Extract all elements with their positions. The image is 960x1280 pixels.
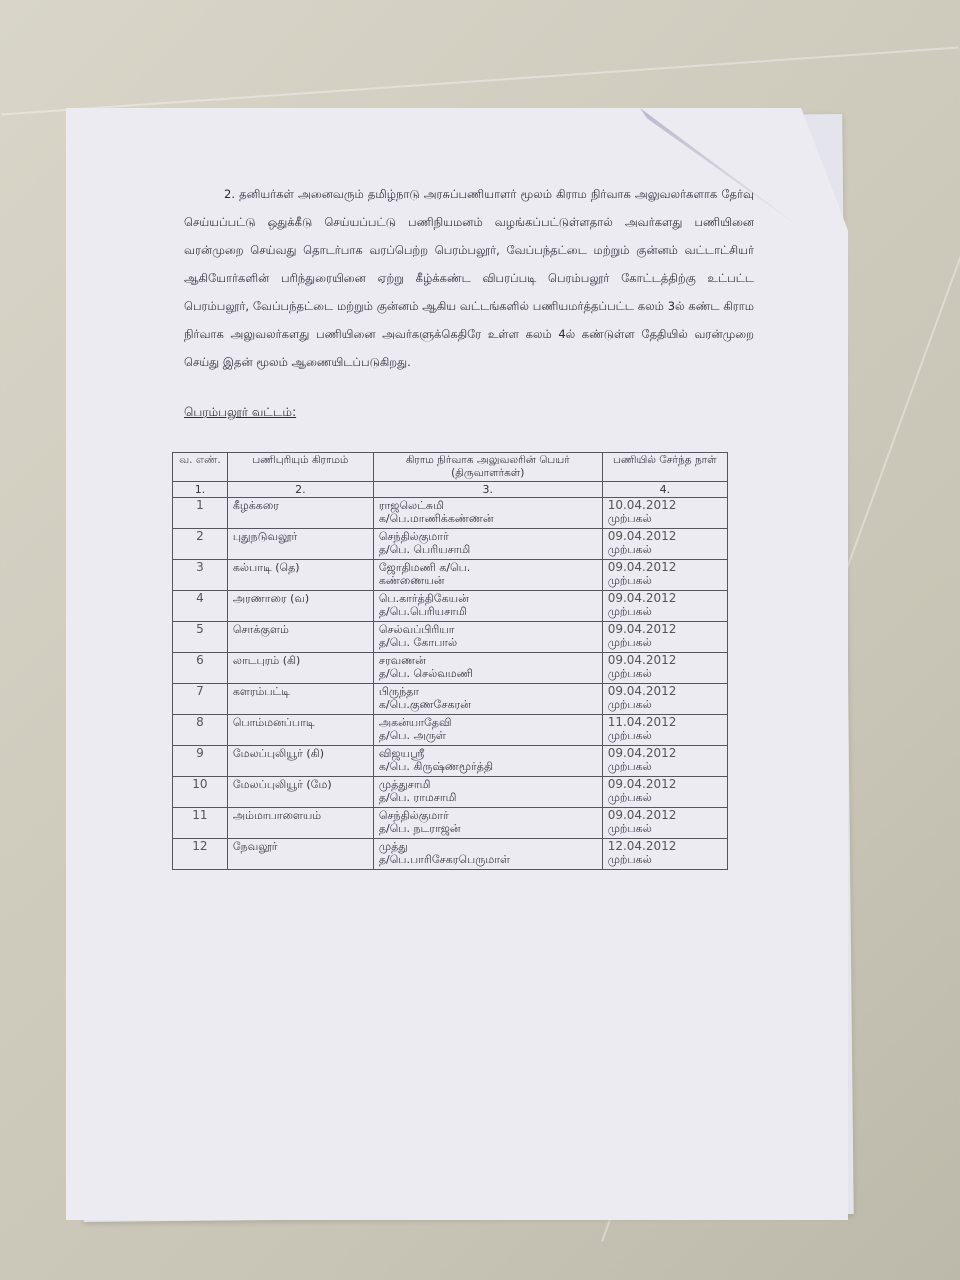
column-number: 1.: [173, 482, 228, 498]
row-joining-date: [602, 529, 727, 560]
officer-name-line2: த/பெ. செல்வமணி: [378, 667, 473, 680]
officer-name-line2: த/பெ. ராமசாமி: [378, 791, 457, 804]
joining-date-value: 11.04.2012: [607, 715, 677, 729]
joining-session: முற்பகல்: [607, 853, 652, 866]
officer-name-line1: ஜோதிமணி க/பெ.: [378, 561, 471, 574]
joining-session: முற்பகல்: [607, 667, 652, 680]
column-number: 3.: [373, 482, 602, 498]
officer-name-line1: செந்தில்குமார்: [378, 530, 449, 543]
table-row: [173, 808, 728, 839]
officer-name-line1: பெ.கார்த்திகேயன்: [378, 592, 469, 605]
joining-date-value: 09.04.2012: [607, 560, 677, 574]
row-joining-date: [602, 591, 727, 622]
row-officer-name: [373, 591, 602, 622]
officer-name-line2: த/பெ. பெரியசாமி: [378, 543, 471, 556]
column-number-row: [173, 482, 728, 498]
row-serial: 7: [173, 684, 228, 715]
joining-session: முற்பகல்: [607, 698, 652, 711]
row-serial: 2: [173, 529, 228, 560]
row-village: நேவலூர்: [227, 839, 373, 870]
row-joining-date: [602, 684, 727, 715]
officer-name-line2: கண்ணையன்: [378, 574, 445, 587]
joining-session: முற்பகல்: [607, 729, 652, 742]
row-officer-name: [373, 777, 602, 808]
row-officer-name: [373, 684, 602, 715]
row-village: பொம்மனப்பாடி: [227, 715, 373, 746]
officer-name-line2: த/பெ.பெரியசாமி: [378, 605, 467, 618]
row-officer-name: [373, 529, 602, 560]
row-village: கீழக்கரை: [227, 498, 373, 529]
officer-name-line1: சரவணன்: [378, 654, 426, 667]
joining-date-value: 09.04.2012: [607, 622, 677, 636]
officer-name-line2: க/பெ. கிருஷ்ணமூர்த்தி: [378, 760, 493, 773]
joining-session: முற்பகல்: [607, 760, 652, 773]
row-serial: 8: [173, 715, 228, 746]
table-header-row: [173, 453, 728, 482]
officer-name-line1: அகன்யாதேவி: [378, 716, 452, 729]
row-officer-name: [373, 746, 602, 777]
row-joining-date: [602, 498, 727, 529]
officer-name-line1: பிருந்தா: [378, 685, 420, 698]
row-serial: 11: [173, 808, 228, 839]
table-row: [173, 746, 728, 777]
row-village: லாடபுரம் (கி): [227, 653, 373, 684]
table-row: [173, 560, 728, 591]
row-joining-date: [602, 715, 727, 746]
row-village: புதுநடுவலூர்: [227, 529, 373, 560]
row-officer-name: [373, 715, 602, 746]
vao-table: [172, 452, 728, 870]
joining-session: முற்பகல்: [607, 605, 652, 618]
officer-name-line2: க/பெ.குணசேகரன்: [378, 698, 471, 711]
row-joining-date: [602, 653, 727, 684]
row-village: மேலப்புலியூர் (மே): [227, 777, 373, 808]
column-number: 4.: [602, 482, 727, 498]
row-village: மேலப்புலியூர் (கி): [227, 746, 373, 777]
officer-name-line2: க/பெ.மாணிக்கண்ணன்: [378, 512, 494, 525]
floor-tile-seam: [1, 47, 959, 116]
row-joining-date: [602, 777, 727, 808]
row-village: அம்மாபாளையம்: [227, 808, 373, 839]
row-joining-date: [602, 839, 727, 870]
joining-date-value: 09.04.2012: [607, 808, 677, 822]
header-joining-date: பணியில் சேர்ந்த நாள்: [602, 453, 727, 482]
header-officer-name: கிராம நிர்வாக அலுவலரின் பெயர் (திருவாளர்கள்): [373, 453, 602, 482]
row-serial: 3: [173, 560, 228, 591]
officer-name-line1: விஜயஸ்ரீ: [378, 747, 425, 760]
section-heading: பெரம்பலூர் வட்டம்:: [184, 405, 297, 419]
officer-name-line1: செல்வப்பிரியா: [378, 623, 455, 636]
order-paragraph: 2. தனியர்கள் அனைவரும் தமிழ்நாடு அரசுப்பணியாளர் மூலம் கிராம நிர்வாக அலுவலர்களாக தேர்வு செய்யப்பட்டு ஒதுக்கீடு செய்யப்பட்டு பணிநியமனம் வழங்கப்பட்டுள்ளதால் அவர்களது பணியினை வரன்முறை செய்வது தொடர்பாக வரப்பெற்ற பெரம்பலூர், வேப்பந்தட்டை மற்றும் குன்னம் வட்டாட்சியர் ஆகியோர்களின் பரிந்துரையினை ஏற்று கீழ்க்கண்ட விபரப்படி பெரம்பலூர் கோட்டத்திற்கு உட்பட்ட பெரம்பலூர், வேப்பந்தட்டை மற்றும் குன்னம் ஆகிய வட்டங்களில் பணியமர்த்தப்பட்ட கலம் 3ல் கண்ட கிராம நிர்வாக அலுவலர்களது பணியினை அவர்களுக்கெதிரே உள்ள கலம் 4ல் கண்டுள்ள தேதியில் வரன்முறை செய்து இதன் மூலம் ஆணையிடப்படுகிறது.: [184, 187, 754, 369]
officer-name-line2: த/பெ.பாரிசேகரபெருமாள்: [378, 853, 510, 866]
row-village: கல்பாடி (தெ): [227, 560, 373, 591]
joining-date-value: 12.04.2012: [607, 839, 677, 853]
joining-date-value: 09.04.2012: [607, 684, 677, 698]
table-row: [173, 715, 728, 746]
joining-date-value: 09.04.2012: [607, 591, 677, 605]
joining-date-value: 10.04.2012: [607, 498, 677, 512]
header-village: பணிபுரியும் கிராமம்: [227, 453, 373, 482]
row-serial: 5: [173, 622, 228, 653]
row-joining-date: [602, 622, 727, 653]
joining-session: முற்பகல்: [607, 791, 652, 804]
row-serial: 9: [173, 746, 228, 777]
table-body: [173, 482, 728, 870]
joining-session: முற்பகல்: [607, 636, 652, 649]
row-village: அரணாரை (வ): [227, 591, 373, 622]
row-officer-name: [373, 498, 602, 529]
header-serial: வ. எண்.: [173, 453, 228, 482]
joining-session: முற்பகல்: [607, 543, 652, 556]
joining-date-value: 09.04.2012: [607, 653, 677, 667]
table-row: [173, 777, 728, 808]
officer-name-line2: த/பெ. நடராஜன்: [378, 822, 461, 835]
officer-name-line1: முத்து: [378, 840, 408, 853]
row-serial: 6: [173, 653, 228, 684]
row-serial: 12: [173, 839, 228, 870]
table-row: [173, 839, 728, 870]
table-row: [173, 498, 728, 529]
table-row: [173, 591, 728, 622]
row-joining-date: [602, 746, 727, 777]
joining-date-value: 09.04.2012: [607, 529, 677, 543]
row-officer-name: [373, 622, 602, 653]
row-officer-name: [373, 839, 602, 870]
row-joining-date: [602, 560, 727, 591]
column-number: 2.: [227, 482, 373, 498]
row-serial: 1: [173, 498, 228, 529]
officer-name-line1: ராஜலெட்சுமி: [378, 499, 444, 512]
row-village: சொக்குளம்: [227, 622, 373, 653]
officer-name-line1: செந்தில்குமார்: [378, 809, 449, 822]
row-village: களரம்பட்டி: [227, 684, 373, 715]
officer-name-line2: த/பெ. அருள்: [378, 729, 446, 742]
table-row: [173, 684, 728, 715]
row-officer-name: [373, 653, 602, 684]
row-officer-name: [373, 808, 602, 839]
officer-name-line2: த/பெ. கோபால்: [378, 636, 458, 649]
joining-date-value: 09.04.2012: [607, 777, 677, 791]
joining-session: முற்பகல்: [607, 512, 652, 525]
row-officer-name: [373, 560, 602, 591]
officer-name-line1: முத்துசாமி: [378, 778, 431, 791]
joining-date-value: 09.04.2012: [607, 746, 677, 760]
joining-session: முற்பகல்: [607, 574, 652, 587]
table-row: [173, 653, 728, 684]
row-serial: 10: [173, 777, 228, 808]
joining-session: முற்பகல்: [607, 822, 652, 835]
row-joining-date: [602, 808, 727, 839]
table-row: [173, 529, 728, 560]
row-serial: 4: [173, 591, 228, 622]
table-row: [173, 622, 728, 653]
